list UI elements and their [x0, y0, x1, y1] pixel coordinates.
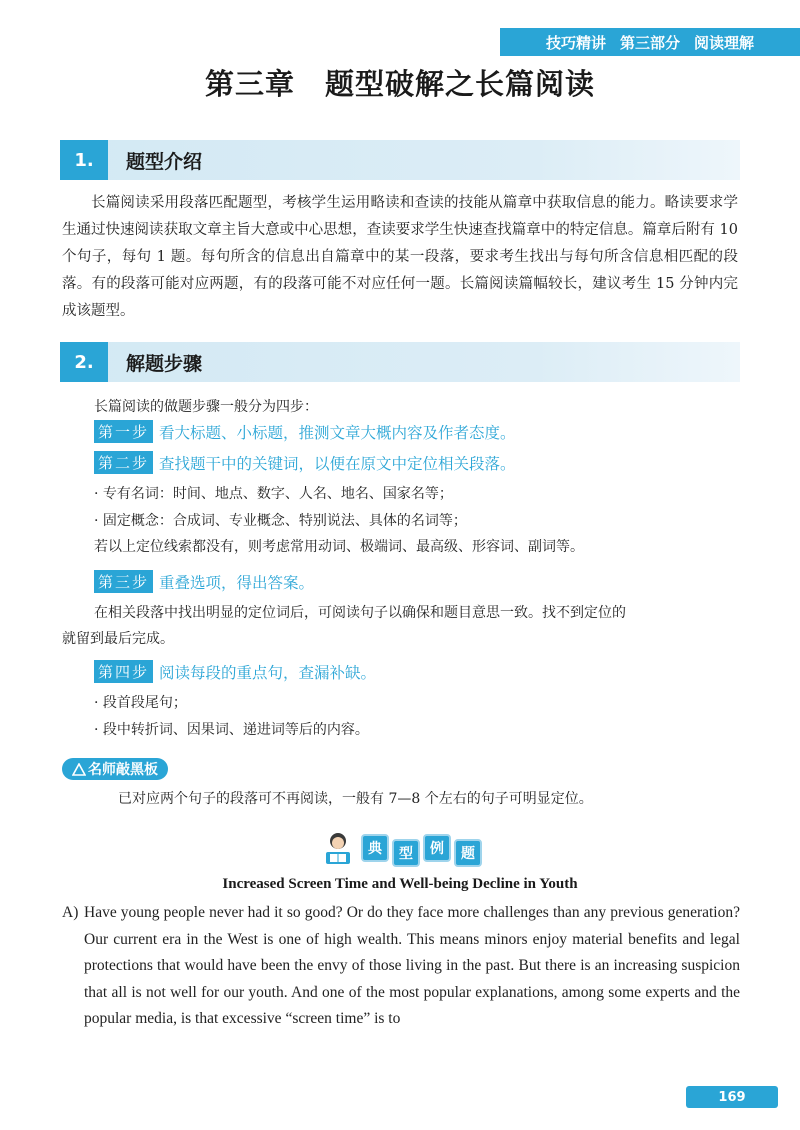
step-label: 第一步	[94, 420, 153, 443]
step-text: 看大标题、小标题，推测文章大概内容及作者态度。	[159, 423, 516, 442]
article-title: Increased Screen Time and Well-being Decline in Youth	[222, 876, 578, 892]
section-header-steps	[60, 342, 740, 382]
step-text: 重叠选项，得出答案。	[159, 573, 315, 592]
step-text: 阅读每段的重点句，查漏补缺。	[159, 663, 377, 682]
steps-intro: 长篇阅读的做题步骤一般分为四步：	[94, 399, 318, 415]
header-tab	[500, 28, 800, 56]
step-label: 第四步	[94, 660, 153, 683]
step-3-note-line: 在相关段落中找出明显的定位词后，可阅读句子以确保和题目意思一致。找不到定位的	[94, 605, 626, 621]
paragraph-label: A)	[62, 904, 79, 921]
example-badge-char: 型	[392, 839, 420, 867]
step-4	[94, 660, 376, 683]
tip-label	[62, 758, 168, 780]
example-badge-char: 例	[423, 834, 451, 862]
intro-paragraph: 长篇阅读采用段落匹配题型，考核学生运用略读和查读的技能从篇章中获取信息的能力。略读要求学生通过快速阅读获取文章主旨大意或中心思想，查读要求学生快速查找篇章中的特定信息。篇章后附有 10 个句子，每句 1 题。每句所含的信息出自篇章中的某一段落，要求考生找出与每句所含信息相匹配的段落。有的段落可能对应两题，有的段落可能不对应任何一题。长篇阅读篇幅较长，建议考生 15 分钟内完成该题型。	[62, 195, 738, 319]
step-4-note: · 段中转折词、因果词、递进词等后的内容。	[94, 722, 369, 738]
section-header-intro	[60, 140, 740, 180]
tip-label-text: 名师敲黑板	[88, 762, 158, 778]
example-badge-char: 题	[454, 839, 482, 867]
step-3-note-line: 就留到最后完成。	[62, 631, 174, 647]
step-1	[94, 420, 516, 443]
example-badge-char: 典	[361, 834, 389, 862]
step-2-note: 若以上定位线索都没有，则考虑常用动词、极端词、最高级、形容词、副词等。	[94, 539, 584, 555]
section-number: 2.	[60, 342, 108, 382]
page-number: 169	[686, 1086, 778, 1108]
article-paragraph	[62, 900, 740, 1033]
header-tab-item: 阅读理解	[694, 33, 755, 52]
paragraph-text: Have young people never had it so good? Or do they face more challenges than any previous generation? Our current era in the West is one of high wealth. This means minors enjoy material benefits and legal protections that would have been the envy of those living in the past. But there is an increasing suspicion that all is not well for our youth. And one of the most popular explanations, among some experts and the popular media, is that excessive “screen time” is to	[84, 904, 740, 1027]
step-2-note: · 固定概念：合成词、专业概念、特别说法、具体的名词等；	[94, 513, 467, 529]
header-tab-item: 第三部分	[619, 33, 680, 52]
chapter-title: 第三章 题型破解之长篇阅读	[204, 67, 595, 101]
step-3	[94, 570, 314, 593]
student-reading-icon	[318, 828, 358, 868]
tip-text: 已对应两个句子的段落可不再阅读，一般有 7—8 个左右的句子可明显定位。	[118, 791, 593, 807]
section-title: 题型介绍	[126, 150, 203, 173]
example-badge	[318, 828, 482, 868]
section-title: 解题步骤	[126, 352, 203, 375]
step-label: 第三步	[94, 570, 153, 593]
step-4-note: · 段首段尾句；	[94, 695, 187, 711]
step-2-note: · 专有名词：时间、地点、数字、人名、地名、国家名等；	[94, 486, 453, 502]
header-tab-item: 技巧精讲	[545, 33, 606, 52]
section-number: 1.	[60, 140, 108, 180]
step-label: 第二步	[94, 451, 153, 474]
step-text: 查找题干中的关键词，以便在原文中定位相关段落。	[159, 454, 516, 473]
warning-icon	[72, 763, 86, 776]
step-2	[94, 451, 516, 474]
